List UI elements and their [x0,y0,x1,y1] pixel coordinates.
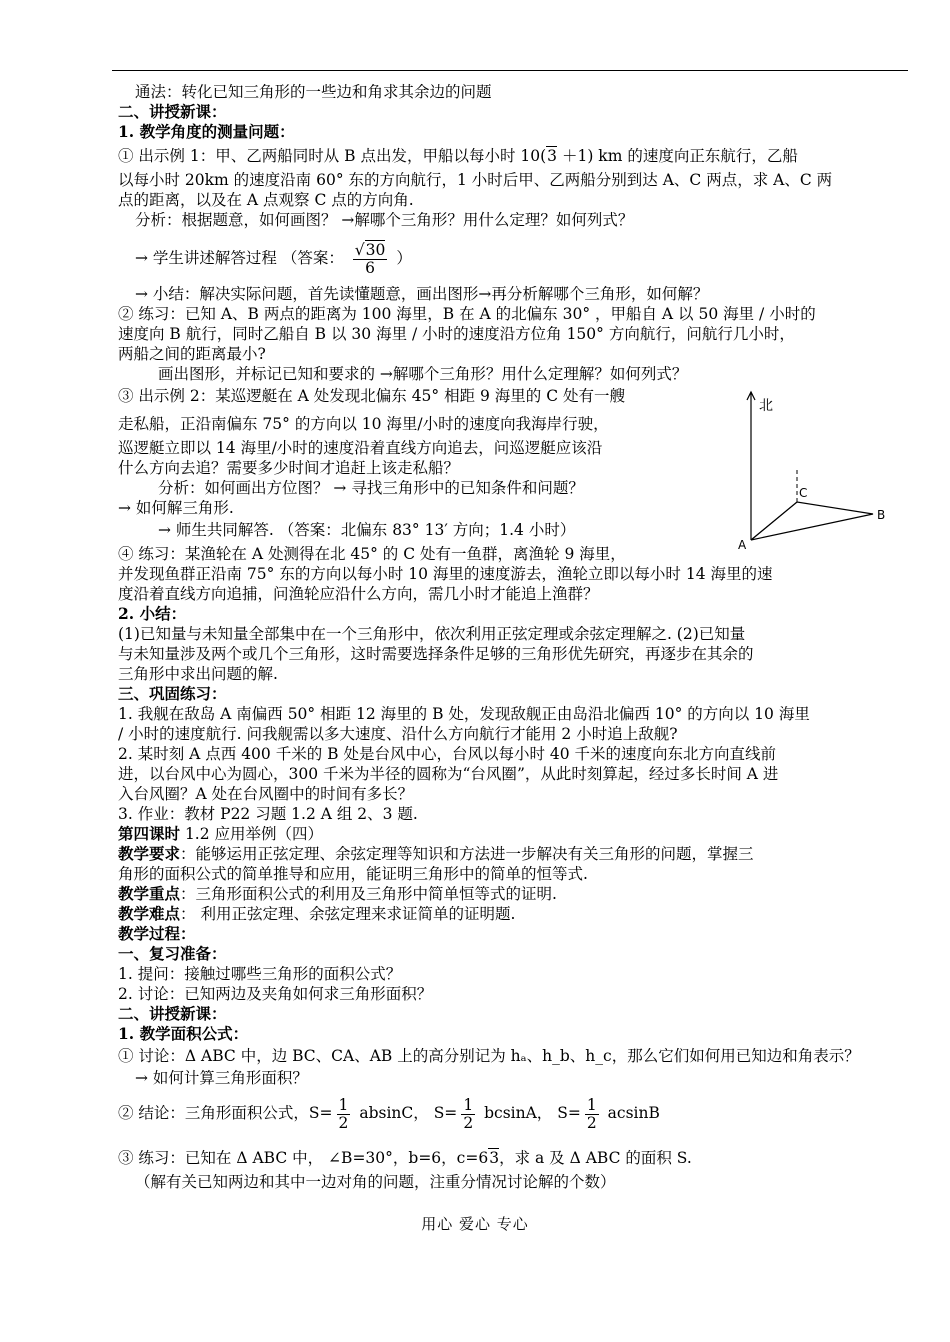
subsection-heading: 1. 教学面积公式： [118,1024,249,1043]
text-line: 与未知量涉及两个或几个三角形，这时需要选择条件足够的三角形优先研究，再逐步在其余的 [118,645,754,663]
text-line: 通法：转化已知三角形的一些边和角求其余边的问题 [135,83,492,101]
text-line: / 小时的速度航行. 问我舰需以多大速度、沿什么方向航行才能用 2 小时追上敌舰? [118,725,678,743]
page-footer: 用心 爱心 专心 [421,1215,529,1233]
lesson-title: 第四课时 1.2 应用举例（四） [118,824,324,843]
text-line: 入台风圈？A 处在台风圈中的时间有多长？ [118,785,414,803]
subsection-heading: 1. 教学角度的测量问题： [118,122,295,141]
text-line: 分析：如何画出方位图？ → 寻找三角形中的已知条件和问题？ [158,479,584,497]
text-line: 进，以台风中心为圆心，300 千米为半径的圆称为“台风圈”，从此时刻算起，经过多长时间 A 进 [118,765,779,783]
section-heading: 教学过程： [118,924,196,943]
half-fraction: $\frac{1}{2}$ [586,1096,597,1132]
text-line: 1. 我舰在敌岛 A 南偏西 50° 相距 12 海里的 B 处，发现敌舰正由岛沿北偏西 10° 的方向以 10 海里 [118,705,810,723]
text-line: ② 练习：已知 A、B 两点的距离为 100 海里，B 在 A 的北偏东 30° ，甲船自 A 以 50 海里 / 小时的 [118,305,816,323]
text-line: (1)已知量与未知量全部集中在一个三角形中，依次利用正弦定理或余弦定理解之. (2)已知量 [118,625,746,643]
text-line: 教学重点：三角形面积公式的利用及三角形中简单恒等式的证明. [118,884,557,903]
subsection-heading: 2. 小结： [118,604,187,623]
text-line: 以每小时 20km 的速度沿南 60° 东的方向航行，1 小时后甲、乙两船分别到达 A、C 两点，求 A、C 两 [118,171,833,189]
answer-fraction: $\frac{√30}{6}$ [354,241,386,277]
label-C: C [799,486,808,500]
bearing-diagram [735,390,905,560]
text-line: 走私船，正沿南偏东 75° 的方向以 10 海里/小时的速度向我海岸行驶， [118,415,609,433]
text-line: 三角形中求出问题的解. [118,665,278,683]
text-line: 角形的面积公式的简单推导和应用，能证明三角形中的简单的恒等式. [118,865,588,883]
section-heading: 二、讲授新课： [118,1004,227,1023]
text-line: ③ 练习：已知在 Δ ABC 中， ∠B=30°，b=6，c=63，求 a 及 Δ ABC 的面积 S. [118,1149,692,1167]
text-line: 分析：根据题意，如何画图？ →解哪个三角形？用什么定理？如何列式？ [135,211,634,229]
text-line: 1. 提问：接触过哪些三角形的面积公式？ [118,965,402,983]
text-line: 度沿着直线方向追捕，问渔轮应沿什么方向，需几小时才能追上渔群？ [118,585,599,603]
half-fraction: $\frac{1}{2}$ [463,1096,474,1132]
text-line: 点的距离，以及在 A 点观察 C 点的方向角. [118,191,414,209]
text-line: ① 出示例 1：甲、乙两船同时从 B 点出发，甲船以每小时 10(3 ＋1) km 的速度向正东航行，乙船 [118,147,798,165]
text-line: → 如何计算三角形面积？ [135,1069,308,1087]
text-line: → 如何解三角形. [118,499,234,517]
text-line: 什么方向去追？需要多少时间才追赶上该走私船？ [118,459,460,477]
section-heading: 三、巩固练习： [118,684,227,703]
text-line: 2. 某时刻 A 点西 400 千米的 B 处是台风中心，台风以每小时 40 千米的速度向东北方向直线前 [118,745,777,763]
half-fraction: $\frac{1}{2}$ [338,1096,349,1132]
triangle-ACB [751,502,873,540]
text-line: 2. 讨论：已知两边及夹角如何求三角形面积？ [118,985,433,1003]
label-north: 北 [759,398,773,414]
text-line: ③ 出示例 2：某巡逻艇在 A 处发现北偏东 45° 相距 9 海里的 C 处有一艘 [118,387,626,405]
text-line: 并发现鱼群正沿南 75° 东的方向以每小时 10 海里的速度游去，渔轮立即以每小时 14 海里的速 [118,565,773,583]
text-line: 巡逻艇立即以 14 海里/小时的速度沿着直线方向追去，问巡逻艇应该沿 [118,439,603,457]
section-heading: 二、讲授新课： [118,102,227,121]
text-line: 教学要求：能够运用正弦定理、余弦定理等知识和方法进一步解决有关三角形的问题，掌握三 [118,844,754,863]
text-line: → 小结：解决实际问题，首先读懂题意，画出图形→再分析解哪个三角形，如何解？ [135,285,709,303]
text-line: ① 讨论：Δ ABC 中，边 BC、CA、AB 上的高分别记为 hₐ、h_b、h_c，那么它们如何用已知边和角表示？ [118,1047,860,1065]
header-rule [112,70,908,71]
label-A: A [738,538,747,552]
label-B: B [877,508,886,522]
text-line: 画出图形，并标记已知和要求的 →解哪个三角形？用什么定理解？如何列式？ [158,365,688,383]
answer-line: → 学生讲述解答过程 （答案： $\frac{√30}{6}$ ） [135,241,412,277]
text-line: 教学难点： 利用正弦定理、余弦定理来求证简单的证明题. [118,904,516,923]
area-formula-line: ② 结论：三角形面积公式，S= $\frac{1}{2}$ absinC， S= $\frac{1}{2}$ bcsinA， S= $\frac{1}{2}$ acsinB [118,1096,660,1132]
text-line: → 师生共同解答. （答案：北偏东 83° 13′ 方向；1.4 小时） [158,521,576,539]
text-line: 速度向 B 航行，同时乙船自 B 以 30 海里 / 小时的速度沿方位角 150° 方向航行，问航行几小时， [118,325,795,343]
text-line: 3. 作业：教材 P22 习题 1.2 A 组 2、3 题. [118,805,418,823]
section-heading: 一、复习准备： [118,944,227,963]
text-line: 两船之间的距离最小? [118,345,266,363]
text-line: （解有关已知两边和其中一边对角的问题，注重分情况讨论解的个数） [135,1173,616,1191]
text-line: ④ 练习：某渔轮在 A 处测得在北 45° 的 C 处有一鱼群，离渔轮 9 海里， [118,545,626,563]
